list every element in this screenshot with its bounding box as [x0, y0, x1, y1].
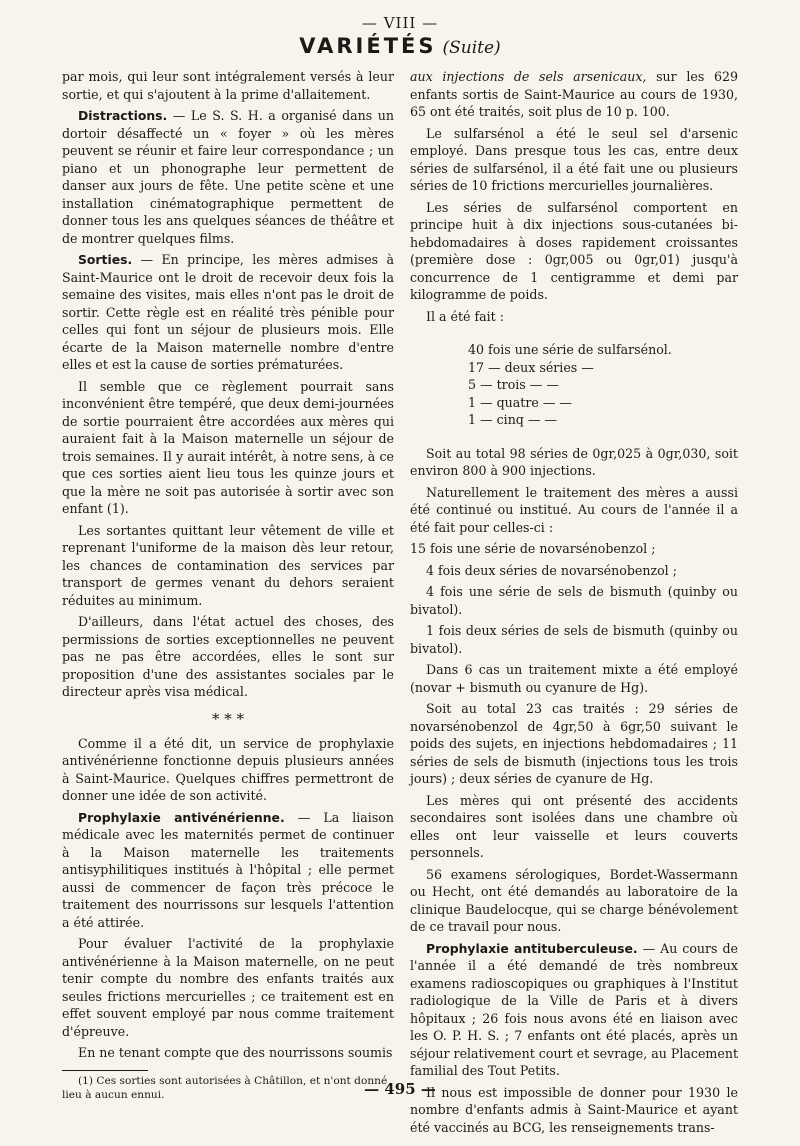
treatment-list-item: 4 fois deux séries de novarsénobenzol ; [426, 562, 677, 578]
paragraph: D'ailleurs, dans l'état actuel des choses, des permissions de sorties exceptionnelles ne peuvent pas ne pas être accordées, elles le sont sur proposition d'une des assistantes sociales par le directeur après visa médical. [62, 614, 394, 699]
section-subtitle: (Suite) [442, 38, 501, 58]
paragraph-text: — La liaison médicale avec les maternités permet de continuer à la Maison maternelle les traitements antisyphilitiques institués à l'hôpital ; elle permet aussi de commencer de façon très précoce le traitement des nourrissons sur lesquels l'attention a été attirée. [62, 809, 394, 930]
paragraph: Les séries de sulfarsénol comportent en principe huit à dix injections sous-cutanées bi-hebdomadaires à doses rapidement croissantes (première dose : 0gr,005 ou 0gr,01) jusqu'à concurrence de 1 centigramme et demi par kilogramme de poids. [410, 199, 738, 302]
paragraph-text: sur les 629 enfants sortis de Saint-Maurice au cours de 1930, 65 ont été traités, soit plus de 10 p. 100. [410, 69, 738, 119]
paragraph: Naturellement le traitement des mères a aussi été continué ou institué. Au cours de l'année il a été fait pour celles-ci : [410, 484, 738, 535]
paragraph: Soit au total 98 séries de 0gr,025 à 0gr,030, soit environ 800 à 900 injections. [410, 445, 738, 478]
paragraph: Il nous est impossible de donner pour 1930 le nombre d'enfants admis à Saint-Maurice et ayant été vaccinés au BCG, les renseignements trans- [410, 1084, 738, 1135]
treatment-list-item: 15 fois une série de novarsénobenzol ; [410, 541, 656, 556]
paragraph: Les sortantes quittant leur vêtement de ville et reprenant l'uniforme de la maison dès leur retour, les chances de contamination des services par transport de germes venant du dehors seraient réduites au minimum. [62, 522, 394, 608]
series-list-item: 1 — quatre — — [468, 394, 573, 410]
paragraph: par mois, qui leur sont intégralement versés à leur sortie, et qui s'ajoutent à la prime d'allaitement. [62, 69, 394, 102]
paragraph-prophylaxie-antivenerienne [62, 809, 394, 932]
right-column [410, 68, 738, 1140]
page-number: — 495 — [364, 1080, 436, 1098]
run-in-heading: Sorties. [78, 252, 133, 267]
paragraph: Il a été fait : [426, 308, 504, 324]
paragraph: Soit au total 23 cas traités : 29 séries de novarsénobenzol de 4gr,50 à 6gr,50 suivant le poids des sujets, en injections hebdomadaires ; 11 séries de sels de bismuth (injections tous les trois jours) ; deux séries de cyanure de Hg. [410, 701, 738, 786]
run-in-heading: Prophylaxie antituberculeuse. [426, 940, 638, 956]
run-in-heading: Prophylaxie antivénérienne. [78, 809, 285, 825]
paragraph-distractions [62, 107, 394, 247]
page-roman-numeral: — VIII — [361, 14, 439, 32]
paragraph-sorties [62, 251, 394, 374]
paragraph: Les mères qui ont présenté des accidents secondaires sont isolées dans une chambre où elles ont leur vaisselle et leurs couverts personnels. [410, 792, 738, 860]
series-list-item: 40 fois une série de sulfarsénol. [468, 342, 672, 357]
series-list-item: 1 — cinq — — [468, 412, 558, 427]
paragraph-injections [410, 68, 738, 121]
paragraph: Il semble que ce règlement pourrait sans inconvénient être tempéré, que deux demi-journées de sortie pourraient être accordées aux mères qui auraient fait à la Maison maternelle un séjour de trois semaines. Il y aurait intérêt, à notre sens, à ce que ces sorties aient lieu tous les quinze jours et que la mère ne soit pas autorisée à sortir avec son enfant (1). [62, 378, 394, 516]
paragraph-text: — Le S. S. H. a organisé dans un dortoir désaffecté un « foyer » où les mères peuvent se réunir et faire leur correspondance ; un piano et un phonographe leur permettent de danser aux jours de fête. Une petite scène et une installation cinématographique permettent de donner tous les ans quelques séances de théâtre et de montrer quelques films. [62, 108, 394, 246]
treatment-list-item: 1 fois deux séries de sels de bismuth (quinby ou bivatol). [410, 623, 738, 656]
paragraph-text: — En principe, les mères admises à Saint-Maurice ont le droit de recevoir deux fois la semaine des visites, mais elles n'ont pas le droit de sortir. Cette règle est en réalité très pénible pour celles qui font un séjour de plusieurs mois. Elle écarte de la Maison maternelle nombre d'entre elles et est la cause de sorties prématurées. [62, 252, 394, 372]
paragraph: Le sulfarsénol a été le seul sel d'arsenic employé. Dans presque tous les cas, entre deux séries de sulfarsénol, il a été fait une ou plusieurs séries de 10 frictions mercurielles journalières. [410, 125, 738, 193]
asterism: * * * [211, 709, 245, 728]
series-list [468, 341, 738, 429]
series-list-item: 17 — deux séries — [468, 359, 594, 375]
page-header [0, 0, 800, 62]
section-title-line [0, 34, 800, 58]
paragraph: 56 examens sérologiques, Bordet-Wassermann ou Hecht, ont été demandés au laboratoire de la clinique Baudelocque, qui se charge bénévolement de ce travail pour nous. [410, 866, 738, 934]
footnote-divider [62, 1070, 148, 1071]
series-list-item: 5 — trois — — [468, 377, 559, 392]
footnote: (1) Ces sorties sont autorisées à Châtillon, et n'ont donné lieu à aucun ennui. [62, 1074, 388, 1101]
paragraph: Pour évaluer l'activité de la prophylaxie antivénérienne à la Maison maternelle, on ne peut tenir compte du nombre des enfants traités aux seules frictions mercurielles ; ce traitement est en effet souvent employé par nous comme traitement d'épreuve. [62, 936, 394, 1039]
paragraph: Comme il a été dit, un service de prophylaxie antivénérienne fonctionne depuis plusieurs années à Saint-Maurice. Quelques chiffres permettront de donner une idée de son activité. [62, 735, 394, 803]
section-title: VARIÉTÉS [299, 34, 437, 58]
italic-phrase: aux injections de sels arsenicaux, [410, 69, 647, 84]
paragraph: En ne tenant compte que des nourrissons soumis [78, 1045, 393, 1060]
paragraph: Dans 6 cas un traitement mixte a été employé (novar + bismuth ou cyanure de Hg). [410, 662, 738, 695]
paragraph-prophylaxie-antituberculeuse [410, 940, 738, 1080]
treatment-list-item: 4 fois une série de sels de bismuth (quinby ou bivatol). [410, 584, 738, 617]
run-in-heading: Distractions. [78, 108, 168, 123]
paragraph-text: — Au cours de l'année il a été demandé de très nombreux examens radioscopiques ou graphiques à l'Institut radiologique de la Ville de Paris et à divers hôpitaux ; 26 fois nous avons été en liaison avec les O. P. H. S. ; 7 enfants ont été placés, après un séjour relativement court et sevrage, au Placement familial des Tout Petits. [410, 940, 738, 1078]
left-column [62, 68, 394, 1102]
